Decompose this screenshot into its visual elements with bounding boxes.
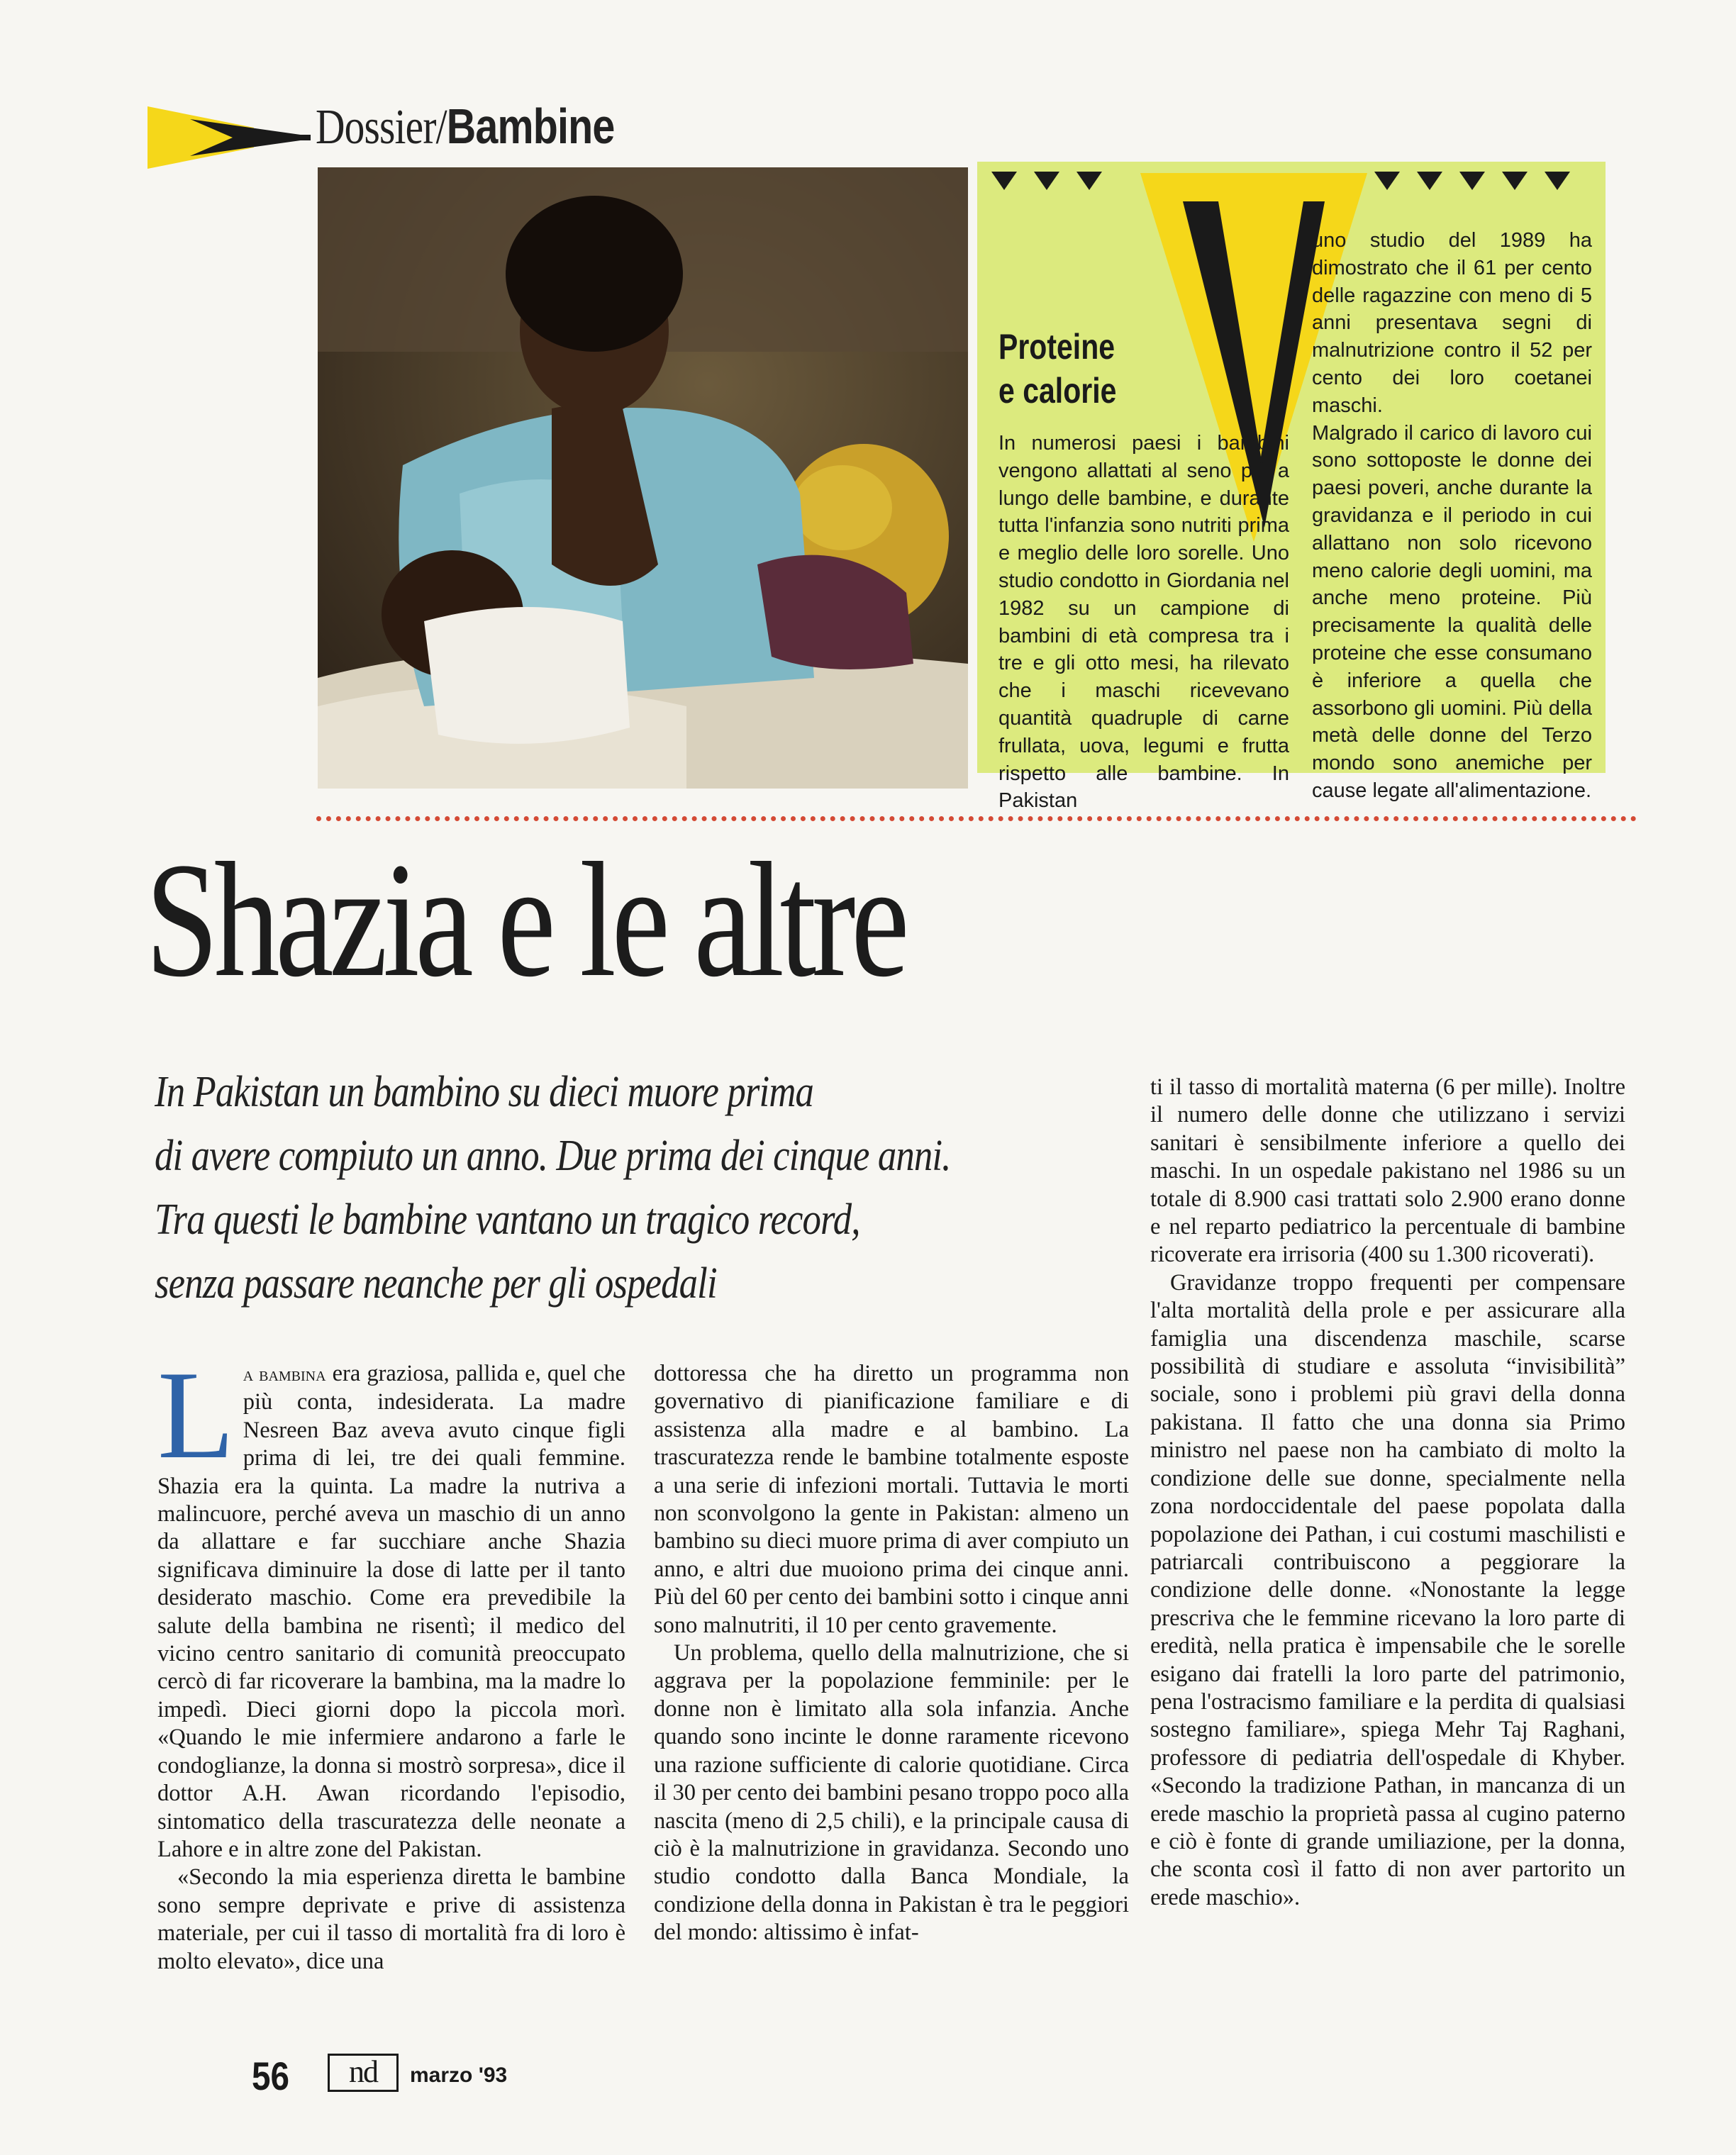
body-column-1 <box>157 1344 625 1976</box>
body-paragraph: ti il tasso di mortalità materna (6 per mille). Inoltre il numero delle donne che utilizzano i servizi sanitari è sensibilmente inferiore a quello dei maschi. In un ospedale pakistano nel 1986 su un totale di 8.900 casi trattati solo 2.900 erano donne e nel reparto pediatrico la percentuale di bambine ricoverate era irrisoria (400 su 1.300 ricoverati). <box>1150 1074 1625 1268</box>
deck-line: In Pakistan un bambino su dieci muore prima <box>155 1068 814 1116</box>
section-label: Dossier/ <box>316 100 447 155</box>
body-column-2 <box>654 1360 1129 1947</box>
issue-date: marzo '93 <box>410 2064 508 2087</box>
sidebar-title <box>998 325 1116 413</box>
sidebar-text-col2-p1: uno studio del 1989 ha dimostrato che il 61 per cento delle ragazzine con meno di 5 anni presentava segni di malnutrizione contro il 52 per cento dei loro coetanei maschi. <box>1312 229 1592 417</box>
drop-cap: L <box>157 1344 235 1485</box>
deck-line: Tra questi le bambine vantano un tragico record, <box>155 1196 860 1244</box>
sidebar-box <box>977 162 1606 813</box>
page-number: 56 <box>252 2054 289 2098</box>
deck-line: senza passare neanche per gli ospedali <box>155 1259 717 1308</box>
body-paragraph: dottoressa che ha diretto un programma non governativo di pianificazione familiare e di assistenza alla madre e al bambino. La trascuratezza rende le bambine totalmente esposte a una serie di infezioni mortali. Tuttavia le morti non sconvolgono la gente in Pakistan: almeno un bambino su dieci muore prima di aver compiuto un anno, e altri due muoiono prima dei cinque anni. Più del 60 per cento dei bambini sotto i cinque anni sono malnutriti, il 10 per cento gravemente. <box>654 1361 1129 1638</box>
lead-smallcaps: a bambina <box>243 1364 326 1386</box>
magazine-logo: nd <box>328 2054 399 2092</box>
body-paragraph <box>157 1344 625 1864</box>
body-paragraph: «Secondo la mia esperienza diretta le bambine sono sempre deprivate e prive di assistenza materiale, per cui il tasso di mortalità fra di loro è molto elevato», dice una <box>157 1864 625 1974</box>
section-header <box>316 98 614 156</box>
triangle-arrow-icon <box>148 106 311 169</box>
sidebar-title-line2: e calorie <box>998 371 1117 411</box>
deck-line: di avere compiuto un anno. Due prima dei cinque anni. <box>155 1132 951 1180</box>
sidebar-text-col2-p2: Malgrado il carico di lavoro cui sono sottoposte le donne dei paesi poveri, anche durante la gravidanza e il periodo in cui allattano non solo ricevono meno calorie degli uomini, ma anche meno proteine. Più precisamente la qualità delle proteine che esse consumano è inferiore a quella che assorbono gli uomini. Più della metà delle donne del Terzo mondo sono anemiche per cause legate all'alimentazione. <box>1312 421 1592 802</box>
body-paragraph: Un problema, quello della malnutrizione, che si aggrava per la popolazione femminile: per le donne non è limitato alla sola infanzia. Anche quando sono incinte le donne raramente ricevono una razione sufficiente di calorie quotidiane. Circa il 30 per cento dei bambini pesano troppo poco alla nascita (meno di 2,5 chili), e la principale causa di ciò è la malnutrizione in gravidanza. Secondo uno studio condotto dalla Banca Mondiale, la condizione della donna in Pakistan è tra le peggiori del mondo: altissimo è infat- <box>654 1640 1129 1946</box>
body-paragraph: Gravidanze troppo frequenti per compensare l'alta mortalità della prole e per assicurare alla famiglia una discendenza maschile, scarse possibilità di studiare e assoluta “invisibilità” sociale, sono i problemi più gravi della donna pakistana. Il fatto che una donna sia Primo ministro nel paese non ha cambiato di molto la condizione delle sue donne, specialmente nella zona nordoccidentale del paese popolata dalla popolazione dei Pathan, i cui costumi maschilisti e patriarcali contribuiscono a peggiorare la condizione delle donne. «Nonostante la legge prescriva che le femmine ricevano la loro parte di eredità, nella pratica è impensabile che le sorelle esigano dai fratelli la loro parte del patrimonio, pena l'ostracismo familiare e la perdita di qualsiasi sostegno familiare», spiega Mehr Taj Raghani, professore di pediatria dell'ospedale di Khyber. «Secondo la tradizione Pathan, in mancanza di un erede maschio la proprietà passa al cugino paterno e ciò è fonte di grande umiliazione, per la donna, che sconta così il fatto di non aver partorito un erede maschio». <box>1150 1269 1625 1910</box>
headline: Shazia e le altre <box>145 829 906 1011</box>
sidebar-text-col1: In numerosi paesi i bambini vengono allattati al seno più a lungo delle bambine, e durante tutta l'infanzia sono nutriti prima e meglio delle loro sorelle. Uno studio condotto in Giordania nel 1982 su un campione di bambini di età compresa tra i tre e gli otto mesi, ha rilevato che i maschi ricevevano quantità quadruple di carne frullata, uova, legumi e frutta rispetto alle bambine. In Pakistan <box>998 432 1289 813</box>
section-label-bold: Bambine <box>446 99 615 154</box>
sidebar-text-col2 <box>1312 227 1592 805</box>
deck <box>155 1060 1133 1315</box>
dotted-divider <box>316 816 1637 821</box>
sidebar-title-line1: Proteine <box>998 327 1115 367</box>
body-text: era graziosa, pallida e, quel che più conta, indesiderata. La madre Nesreen Baz aveva avuto cinque figli prima di lei, tre dei quali femmine. Shazia era la quinta. La madre la nutriva a malincuore, perché aveva un maschio di un anno da allattare e far succhiare anche Shazia significava diminuire la dose di latte per il tanto desiderato maschio. Come era prevedibile la salute della bambina ne risentì; il medico del vicino centro sanitario di comunità preoccupato cercò di far ricoverare la bambina, ma la madre lo impedì. Dieci giorni dopo la piccola morì. «Quando le mie infermiere andarono a farle le condoglianze, la donna si mostrò sorpresa», dice il dottor A.H. Awan ricordando l'episodio, sintomatico della trascuratezza delle neonate a Lahore e in altre zone del Pakistan. <box>157 1361 625 1862</box>
photo-mother-breastfeeding <box>318 167 968 789</box>
body-column-3 <box>1150 1074 1625 1912</box>
